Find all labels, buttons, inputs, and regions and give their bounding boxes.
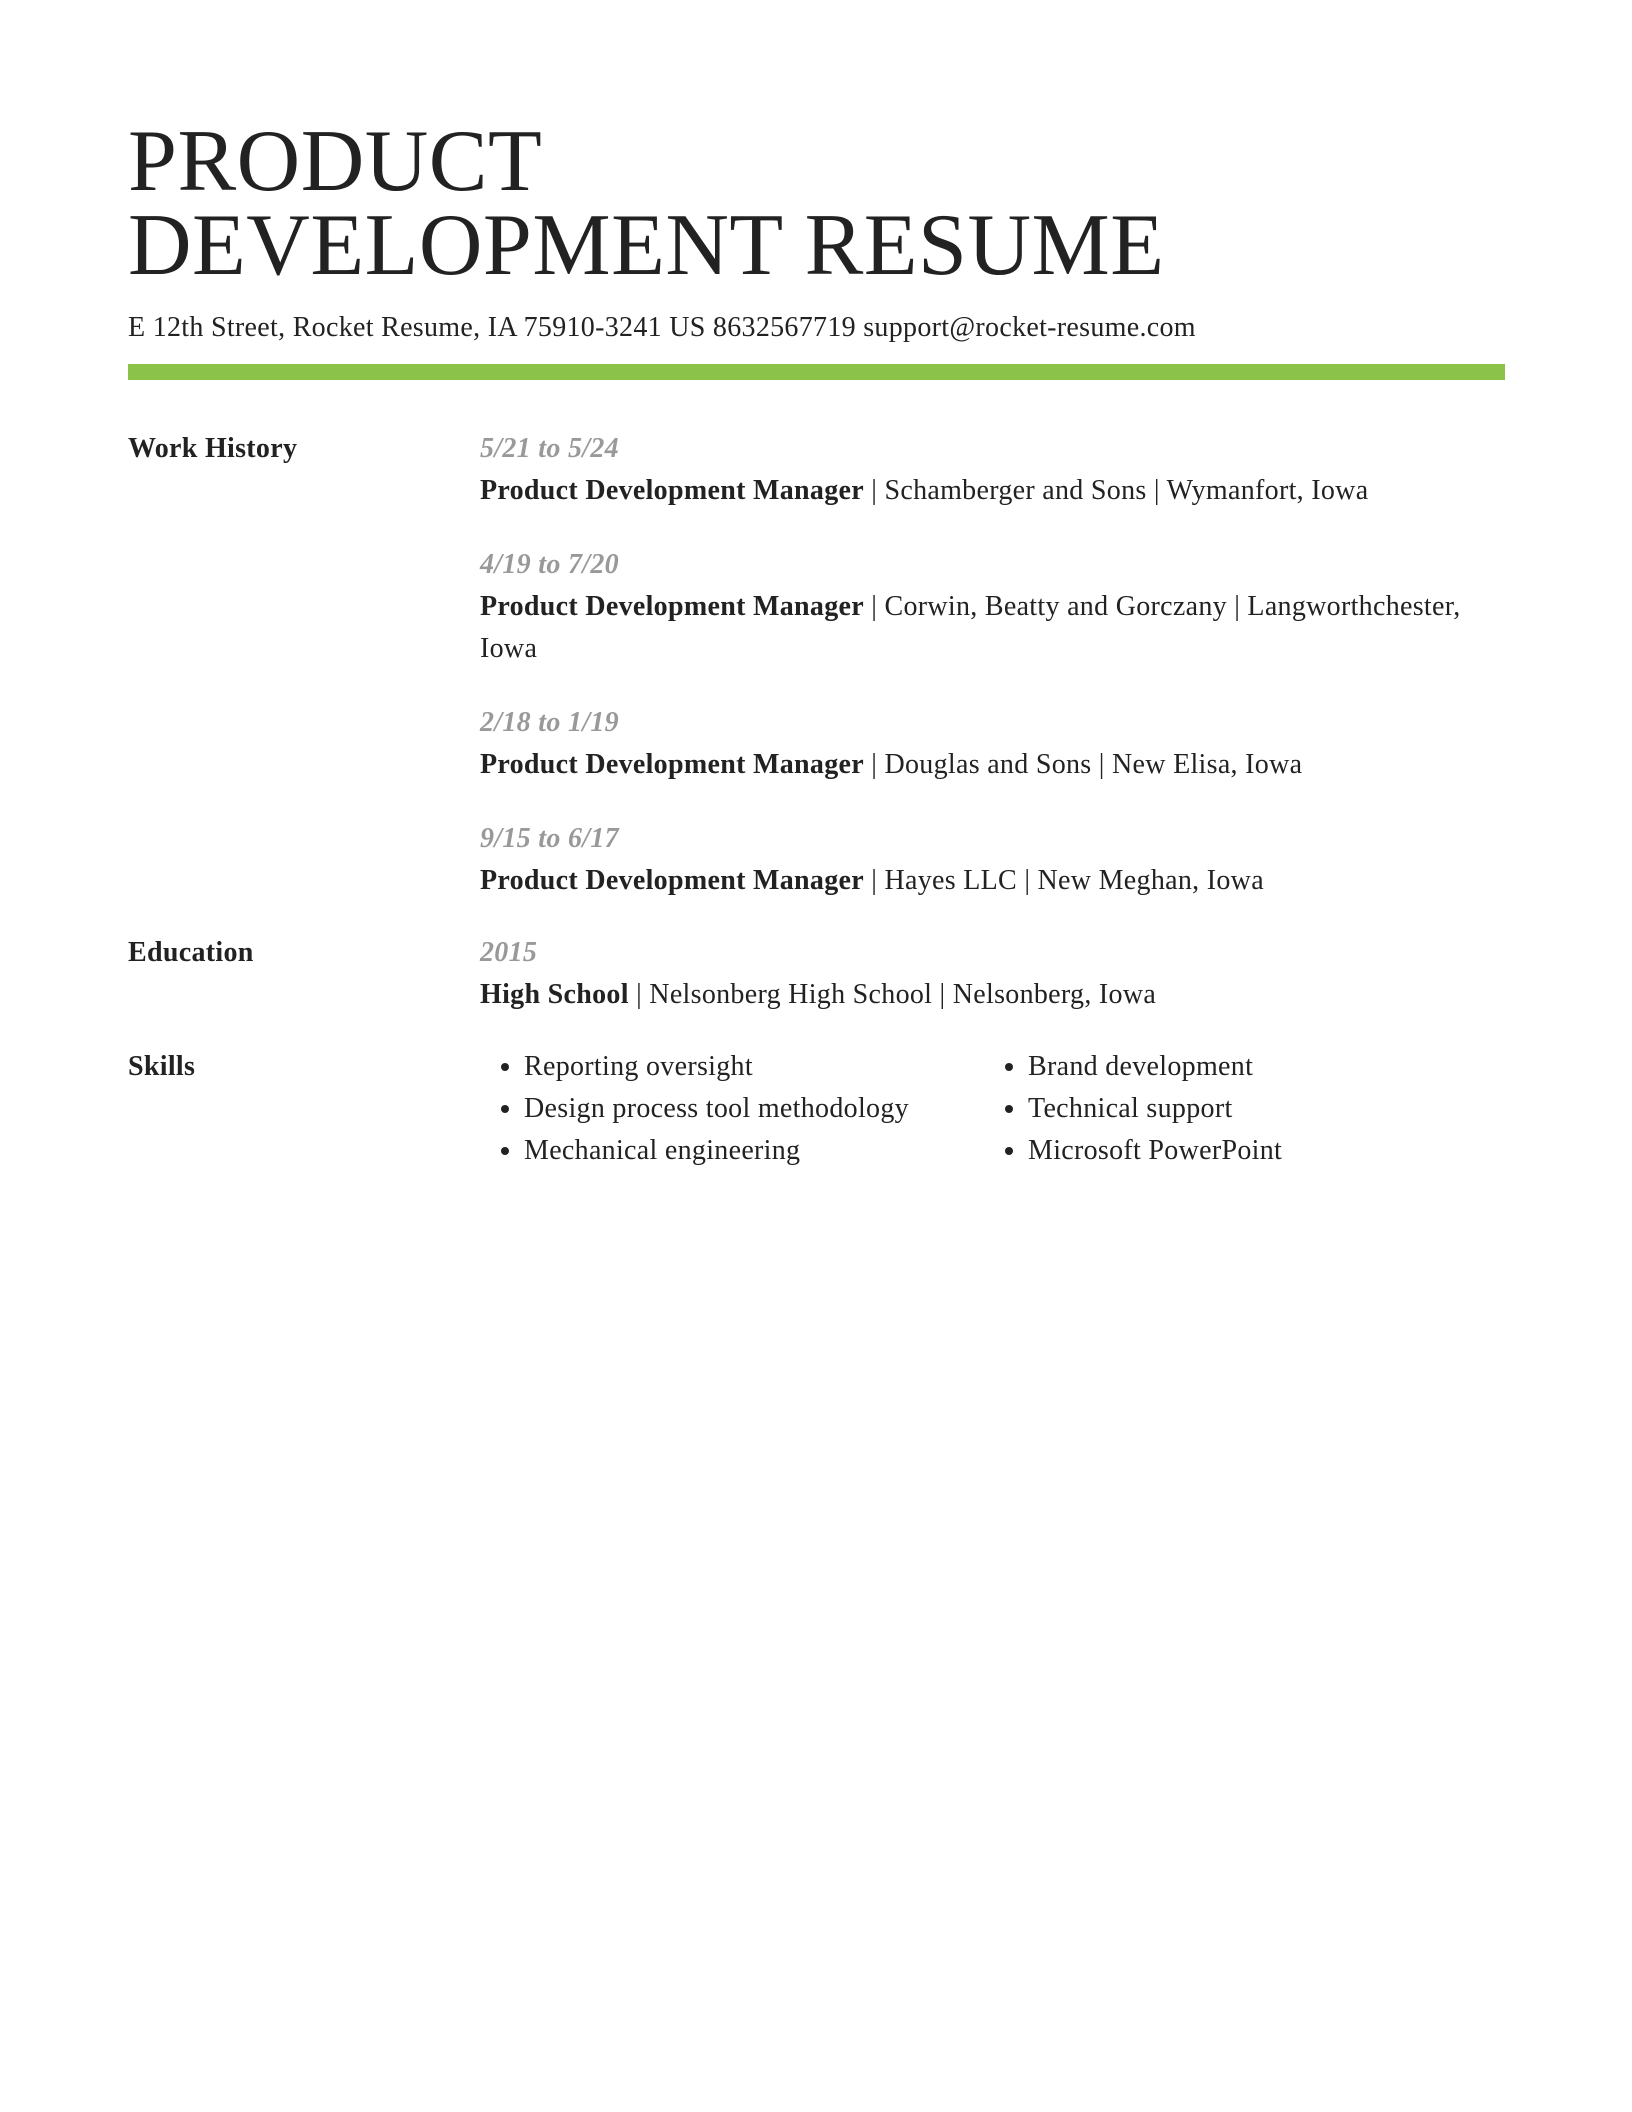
education-entry [480,932,1505,1016]
entry-dates: 2/18 to 1/19 [480,707,619,738]
skills-column-1 [480,1046,984,1172]
title-line-2: DEVELOPMENT RESUME [128,197,1165,294]
skill-item: • Reporting oversight [524,1046,984,1088]
work-entry [480,544,1505,670]
work-entry [480,818,1505,902]
work-history-entries [480,428,1505,902]
entry-degree: High School [480,979,629,1010]
entry-role: Product Development Manager [480,749,864,780]
skill-item: • Brand development [1028,1046,1282,1088]
entry-role: Product Development Manager [480,475,864,506]
skill-item: • Design process tool methodology [524,1088,984,1130]
skill-item: • Technical support [1028,1088,1282,1130]
entry-line [480,974,1505,1016]
education-entries [480,932,1505,1016]
work-entry [480,428,1505,512]
entry-role: Product Development Manager [480,865,864,896]
resume-title [128,113,1505,294]
work-entry [480,702,1505,786]
entry-line [480,586,1505,670]
entry-role: Product Development Manager [480,591,864,622]
entry-line [480,470,1505,512]
contact-line: E 12th Street, Rocket Resume, IA 75910-3241 US 8632567719 support@rocket-resume.com [128,312,1196,343]
entry-line [480,744,1505,786]
skills-section [128,1046,1505,1172]
skills-column-2 [984,1046,1282,1172]
title-line-1: PRODUCT [128,113,543,210]
section-heading-education: Education [128,937,254,968]
section-heading-skills: Skills [128,1051,196,1082]
section-heading-work-history: Work History [128,433,298,464]
entry-details: | Douglas and Sons | New Elisa, Iowa [863,749,1303,780]
education-section [128,932,1505,1016]
entry-details: | Nelsonberg High School | Nelsonberg, Iowa [628,979,1157,1010]
accent-divider [128,364,1505,380]
entry-dates: 4/19 to 7/20 [480,549,619,580]
entry-details: | Corwin, Beatty and Gorczany | Langworthchester, Iowa [480,591,1461,664]
entry-dates: 5/21 to 5/24 [480,433,619,464]
resume-page [128,113,1505,1172]
entry-dates: 9/15 to 6/17 [480,823,619,854]
work-history-section [128,428,1505,902]
entry-details: | Hayes LLC | New Meghan, Iowa [863,865,1264,896]
entry-details: | Schamberger and Sons | Wymanfort, Iowa [863,475,1369,506]
skills-list [480,1046,1505,1172]
entry-line [480,860,1505,902]
skill-item: • Mechanical engineering [524,1130,984,1172]
skill-item: • Microsoft PowerPoint [1028,1130,1282,1172]
entry-dates: 2015 [480,937,538,968]
